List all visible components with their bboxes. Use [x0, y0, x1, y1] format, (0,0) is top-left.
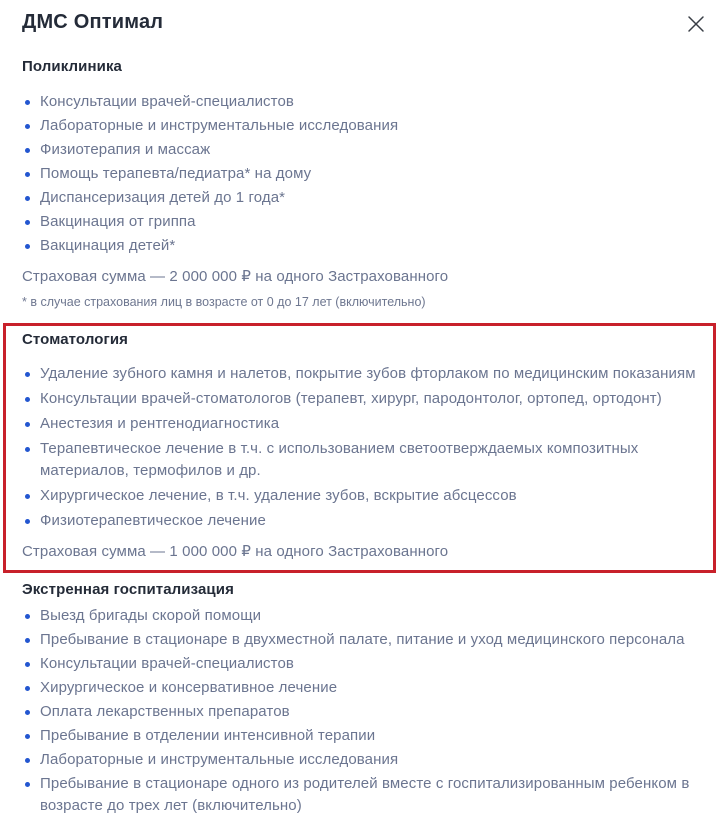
insured-sum: Страховая сумма — 1 000 000 ₽ на одного Застрахованного: [22, 543, 449, 560]
benefit-list: [22, 363, 700, 532]
benefit-list: [22, 91, 700, 257]
bullet-dot-icon: [25, 638, 30, 643]
benefit-item: [22, 91, 700, 113]
modal-title: ДМС Оптимал: [22, 11, 164, 33]
benefit-text: Терапевтическое лечение в т.ч. с использованием светоотверждаемых композитных материалов, термофилов и др.: [40, 440, 639, 479]
benefit-text: Хирургическое и консервативное лечение: [40, 679, 338, 696]
benefit-text: Удаление зубного камня и налетов, покрытие зубов фторлаком по медицинским показаниям: [40, 365, 696, 382]
bullet-dot-icon: [25, 686, 30, 691]
benefit-item: [22, 187, 700, 209]
close-icon: [686, 14, 706, 34]
bullet-dot-icon: [25, 372, 30, 377]
bullet-dot-icon: [25, 734, 30, 739]
section-dentistry: [3, 323, 716, 573]
benefit-item: [22, 413, 700, 435]
benefit-text: Консультации врачей-стоматологов (терапевт, хирург, пародонтолог, ортопед, ортодонт): [40, 390, 662, 407]
benefit-text: Физиотерапевтическое лечение: [40, 512, 266, 529]
benefit-item: [22, 677, 700, 699]
bullet-dot-icon: [25, 196, 30, 201]
benefit-text: Вакцинация детей*: [40, 237, 176, 254]
insured-sum: Страховая сумма — 2 000 000 ₽ на одного Застрахованного: [22, 268, 449, 285]
benefit-list: [22, 605, 700, 817]
bullet-dot-icon: [25, 244, 30, 249]
benefit-item: [22, 485, 700, 507]
close-button[interactable]: [680, 8, 712, 40]
bullet-dot-icon: [25, 148, 30, 153]
benefit-text: Анестезия и рентгенодиагностика: [40, 415, 280, 432]
benefit-text: Лабораторные и инструментальные исследования: [40, 751, 399, 768]
benefit-text: Выезд бригады скорой помощи: [40, 607, 262, 624]
benefit-text: Физиотерапия и массаж: [40, 141, 211, 158]
benefit-text: Пребывание в отделении интенсивной терапии: [40, 727, 376, 744]
benefit-item: [22, 139, 700, 161]
benefit-item: [22, 388, 700, 410]
benefit-item: [22, 211, 700, 233]
benefit-text: Диспансеризация детей до 1 года*: [40, 189, 286, 206]
benefit-text: Лабораторные и инструментальные исследования: [40, 117, 399, 134]
benefit-text: Консультации врачей-специалистов: [40, 655, 294, 672]
benefit-item: [22, 653, 700, 675]
benefit-item: [22, 749, 700, 771]
modal-corner-decoration: [0, 0, 12, 12]
bullet-dot-icon: [25, 494, 30, 499]
bullet-dot-icon: [25, 172, 30, 177]
benefit-item: [22, 725, 700, 747]
bullet-dot-icon: [25, 519, 30, 524]
benefit-item: [22, 629, 700, 651]
benefit-item: [22, 115, 700, 137]
bullet-dot-icon: [25, 100, 30, 105]
benefit-item: [22, 701, 700, 723]
bullet-dot-icon: [25, 124, 30, 129]
benefit-text: Вакцинация от гриппа: [40, 213, 196, 230]
section-heading: Поликлиника: [22, 58, 122, 75]
benefit-item: [22, 510, 700, 532]
benefit-item: [22, 363, 700, 385]
footnote: * в случае страхования лиц в возрасте от 0 до 17 лет (включительно): [22, 295, 426, 309]
benefit-item: [22, 163, 700, 185]
benefit-text: Пребывание в стационаре одного из родителей вместе с госпитализированным ребенком в возрасте до трех лет (включительно): [40, 775, 690, 814]
benefit-text: Хирургическое лечение, в т.ч. удаление зубов, вскрытие абсцессов: [40, 487, 517, 504]
bullet-dot-icon: [25, 614, 30, 619]
sections-container: [22, 58, 700, 817]
benefit-text: Помощь терапевта/педиатра* на дому: [40, 165, 312, 182]
benefit-text: Консультации врачей-специалистов: [40, 93, 294, 110]
bullet-dot-icon: [25, 447, 30, 452]
benefit-item: [22, 773, 700, 817]
bullet-dot-icon: [25, 782, 30, 787]
benefit-item: [22, 235, 700, 257]
modal-header: [22, 11, 700, 33]
bullet-dot-icon: [25, 758, 30, 763]
bullet-dot-icon: [25, 422, 30, 427]
bullet-dot-icon: [25, 397, 30, 402]
section-polyclinic: [22, 58, 700, 310]
section-emergency-hospitalization: [22, 581, 700, 817]
benefit-text: Оплата лекарственных препаратов: [40, 703, 290, 720]
benefit-item: [22, 605, 700, 627]
bullet-dot-icon: [25, 710, 30, 715]
bullet-dot-icon: [25, 220, 30, 225]
section-heading: Стоматология: [22, 331, 129, 348]
benefit-text: Пребывание в стационаре в двухместной палате, питание и уход медицинского персонала: [40, 631, 685, 648]
benefit-item: [22, 438, 700, 482]
section-heading: Экстренная госпитализация: [22, 581, 234, 598]
bullet-dot-icon: [25, 662, 30, 667]
